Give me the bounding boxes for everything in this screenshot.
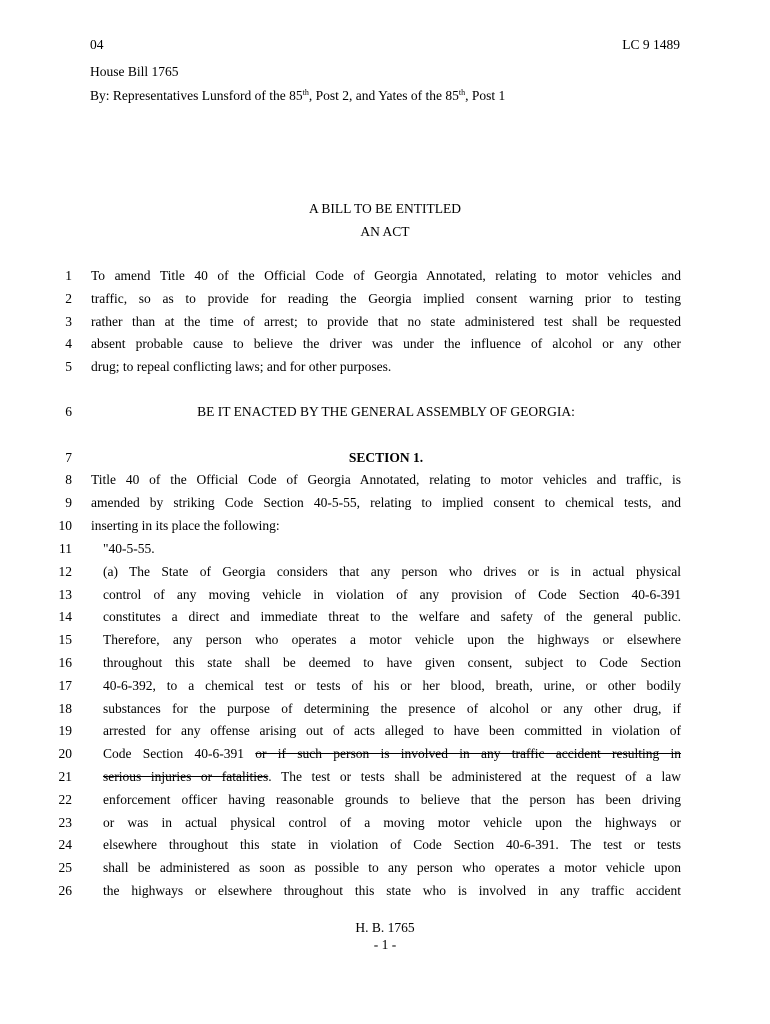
bill-line — [0, 769, 770, 789]
bill-title-line-2: AN ACT — [360, 224, 410, 239]
header-left-code: 04 — [90, 37, 104, 52]
line-number: 13 — [58, 587, 72, 602]
bill-line — [0, 314, 770, 334]
line-number: 6 — [65, 404, 72, 419]
line-number: 22 — [58, 792, 72, 807]
line-text-plain: Code Section 40-6-391 — [103, 746, 256, 761]
line-text: amended by striking Code Section 40-5-55, relating to implied consent to chemical tests, and — [91, 495, 681, 510]
line-number: 17 — [58, 678, 72, 693]
enacting-clause-line — [0, 404, 770, 424]
bill-line — [0, 564, 770, 584]
line-number: 7 — [65, 450, 72, 465]
bill-line — [0, 291, 770, 311]
line-text: substances for the purpose of determining the presence of alcohol or any other drug, if — [103, 701, 681, 716]
bill-line — [0, 723, 770, 743]
bill-line — [0, 792, 770, 812]
line-text: inserting in its place the following: — [91, 518, 280, 533]
line-text: throughout this state shall be deemed to have given consent, subject to Code Section — [103, 655, 681, 670]
line-text: arrested for any offense arising out of acts alleged to have been committed in violation of — [103, 723, 681, 738]
line-number: 19 — [58, 723, 72, 738]
line-text — [103, 746, 681, 762]
line-number: 1 — [65, 268, 72, 283]
line-text-plain: . The test or tests shall be administered at the request of a law — [268, 769, 681, 784]
bill-number: House Bill 1765 — [90, 64, 179, 79]
ordinal-sup-2: th — [458, 88, 466, 97]
line-number: 10 — [58, 518, 72, 533]
bill-line — [0, 541, 770, 561]
line-text: the highways or elsewhere throughout this state who is involved in any traffic accident — [103, 883, 681, 898]
line-text: constitutes a direct and immediate threat to the welfare and safety of the general public. — [103, 609, 681, 624]
line-number: 5 — [65, 359, 72, 374]
section-heading: SECTION 1. — [348, 450, 424, 465]
bill-line — [0, 678, 770, 698]
line-number: 20 — [58, 746, 72, 761]
ordinal-sup-1: th — [302, 88, 309, 97]
line-number: 8 — [65, 472, 72, 487]
struck-text: or if such person is involved in any traffic accident resulting in — [255, 746, 682, 761]
line-text: control of any moving vehicle in violation of any provision of Code Section 40-6-391 — [103, 587, 681, 602]
line-text: rather than at the time of arrest; to provide that no state administered test shall be requested — [91, 314, 681, 329]
header-lc-number: LC 9 1489 — [622, 37, 680, 52]
line-text: drug; to repeal conflicting laws; and for other purposes. — [91, 359, 392, 374]
page-number: - 1 - — [373, 937, 397, 952]
bill-line — [0, 837, 770, 857]
bill-line — [0, 609, 770, 629]
bill-line — [0, 701, 770, 721]
bill-line — [0, 268, 770, 288]
bill-line — [0, 359, 770, 379]
line-text — [103, 769, 681, 785]
line-number: 16 — [58, 655, 72, 670]
line-number: 14 — [58, 609, 72, 624]
bill-line — [0, 472, 770, 492]
line-text: shall be administered as soon as possible to any person who operates a motor vehicle upon — [103, 860, 681, 875]
sponsors-mid: , Post 2, and Yates of the 85 — [308, 88, 459, 103]
sponsors-prefix: By: Representatives Lunsford of the 85 — [90, 88, 303, 103]
bill-sponsors — [90, 88, 505, 104]
line-number: 24 — [58, 837, 72, 852]
sponsors-suffix: , Post 1 — [465, 88, 506, 103]
line-number: 11 — [59, 541, 72, 556]
bill-line — [0, 587, 770, 607]
line-text: To amend Title 40 of the Official Code of Georgia Annotated, relating to motor vehicles and — [91, 268, 681, 283]
line-number: 23 — [58, 815, 72, 830]
line-text: (a) The State of Georgia considers that any person who drives or is in actual physical — [103, 564, 681, 579]
line-text: elsewhere throughout this state in violation of Code Section 40-6-391. The test or tests — [103, 837, 681, 852]
bill-line — [0, 632, 770, 652]
line-number: 18 — [58, 701, 72, 716]
bill-line — [0, 655, 770, 675]
footer-bill-number: H. B. 1765 — [355, 920, 415, 935]
bill-line — [0, 815, 770, 835]
line-text: Therefore, any person who operates a motor vehicle upon the highways or elsewhere — [103, 632, 681, 647]
line-number: 12 — [58, 564, 72, 579]
bill-title-line-1: A BILL TO BE ENTITLED — [309, 201, 461, 216]
bill-line — [0, 883, 770, 903]
line-number: 2 — [65, 291, 72, 306]
line-text: absent probable cause to believe the driver was under the influence of alcohol or any other — [91, 336, 681, 351]
bill-line — [0, 336, 770, 356]
line-text: enforcement officer having reasonable grounds to believe that the person has been driving — [103, 792, 681, 807]
line-text: Title 40 of the Official Code of Georgia Annotated, relating to motor vehicles and traffic, is — [91, 472, 681, 487]
bill-line — [0, 518, 770, 538]
line-text: "40-5-55. — [103, 541, 155, 556]
line-number: 9 — [65, 495, 72, 510]
line-number: 3 — [65, 314, 72, 329]
struck-text: serious injuries or fatalities — [103, 769, 269, 784]
bill-line — [0, 746, 770, 766]
line-text: traffic, so as to provide for reading the Georgia implied consent warning prior to testing — [91, 291, 681, 306]
enacting-clause: BE IT ENACTED BY THE GENERAL ASSEMBLY OF GEORGIA: — [197, 404, 575, 419]
line-number: 26 — [58, 883, 72, 898]
bill-line — [0, 495, 770, 515]
line-number: 21 — [58, 769, 72, 784]
line-number: 4 — [65, 336, 72, 351]
line-number: 15 — [58, 632, 72, 647]
bill-line — [0, 860, 770, 880]
line-text: 40-6-392, to a chemical test or tests of his or her blood, breath, urine, or other bodily — [103, 678, 681, 693]
line-number: 25 — [58, 860, 72, 875]
line-text: or was in actual physical control of a moving motor vehicle upon the highways or — [103, 815, 681, 830]
section-heading-line — [0, 450, 770, 470]
